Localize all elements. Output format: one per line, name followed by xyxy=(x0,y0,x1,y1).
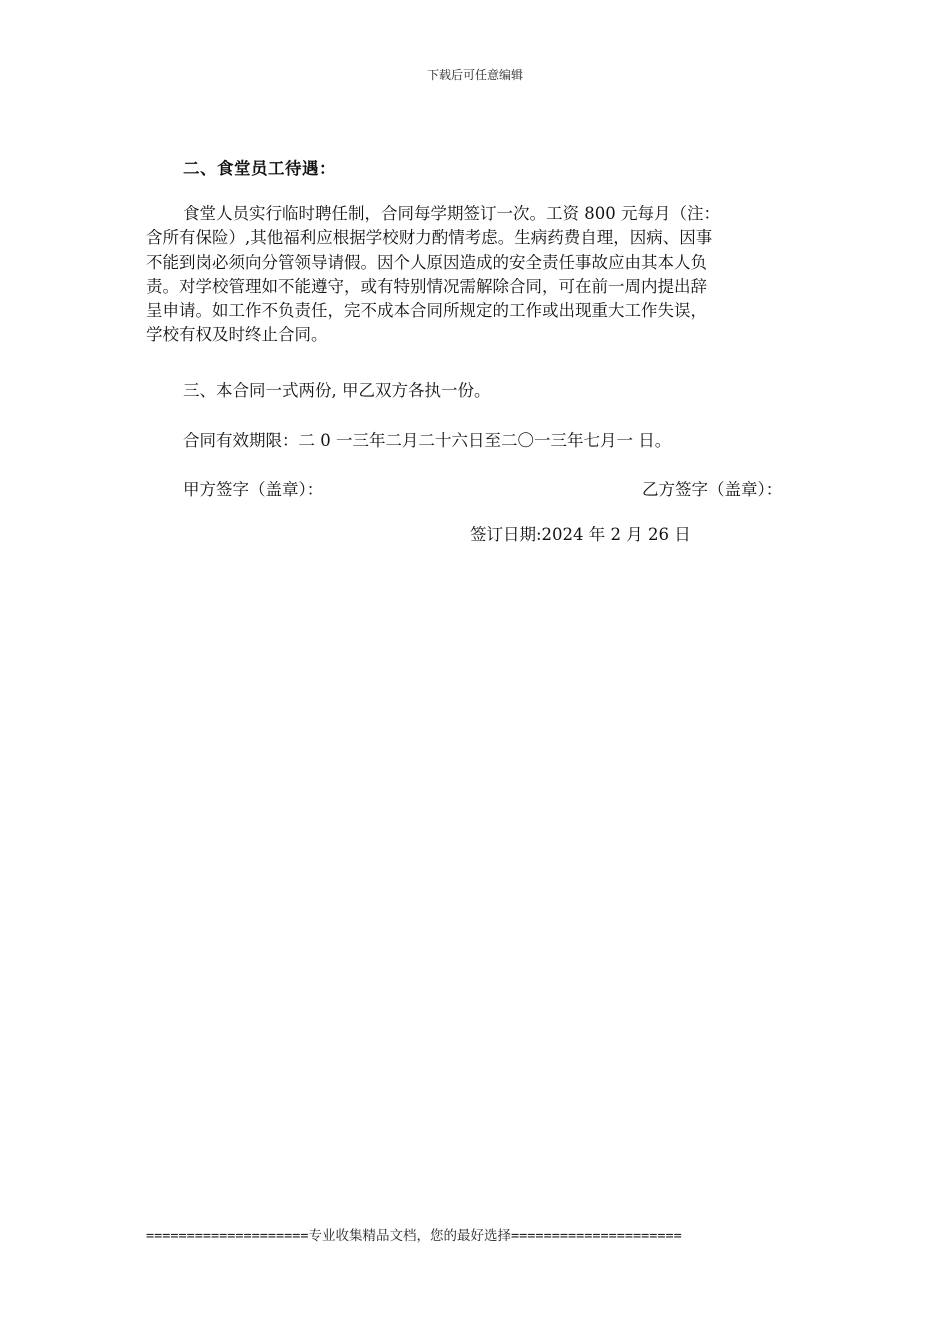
clause-three: 三、本合同一式两份, 甲乙双方各执一份。 xyxy=(183,381,491,400)
paragraph-line: 不能到岗必须向分管领导请假。因个人原因造成的安全责任事故应由其本人负 xyxy=(146,252,707,272)
section-heading: 二、食堂员工待遇： xyxy=(183,159,336,178)
footer-banner: ====================专业收集精品文档，您的最好选择===================== xyxy=(146,1228,682,1244)
section-paragraph xyxy=(146,202,808,348)
paragraph-line: 食堂人员实行临时聘任制，合同每学期签订一次。工资 800 元每月（注： xyxy=(183,204,720,223)
paragraph-line: 呈申请。如工作不负责任，完不成本合同所规定的工作或出现重大工作失误， xyxy=(146,301,707,321)
paragraph-line: 学校有权及时终止合同。 xyxy=(146,325,328,345)
signing-date: 签订日期:2024 年 2 月 26 日 xyxy=(470,525,691,544)
paragraph-line: 责。对学校管理如不能遵守，或有特别情况需解除合同，可在前一周内提出辞 xyxy=(146,276,707,296)
party-b-signature-label: 乙方签字（盖章）： xyxy=(642,480,783,499)
party-a-signature-label: 甲方签字（盖章）： xyxy=(183,480,324,499)
paragraph-line: 含所有保险）,其他福利应根据学校财力酌情考虑。生病药费自理，因病、因事 xyxy=(146,228,713,248)
header-note: 下载后可任意编辑 xyxy=(426,68,523,82)
contract-validity: 合同有效期限：二 0 一三年二月二十六日至二〇一三年七月一 日。 xyxy=(183,431,672,450)
